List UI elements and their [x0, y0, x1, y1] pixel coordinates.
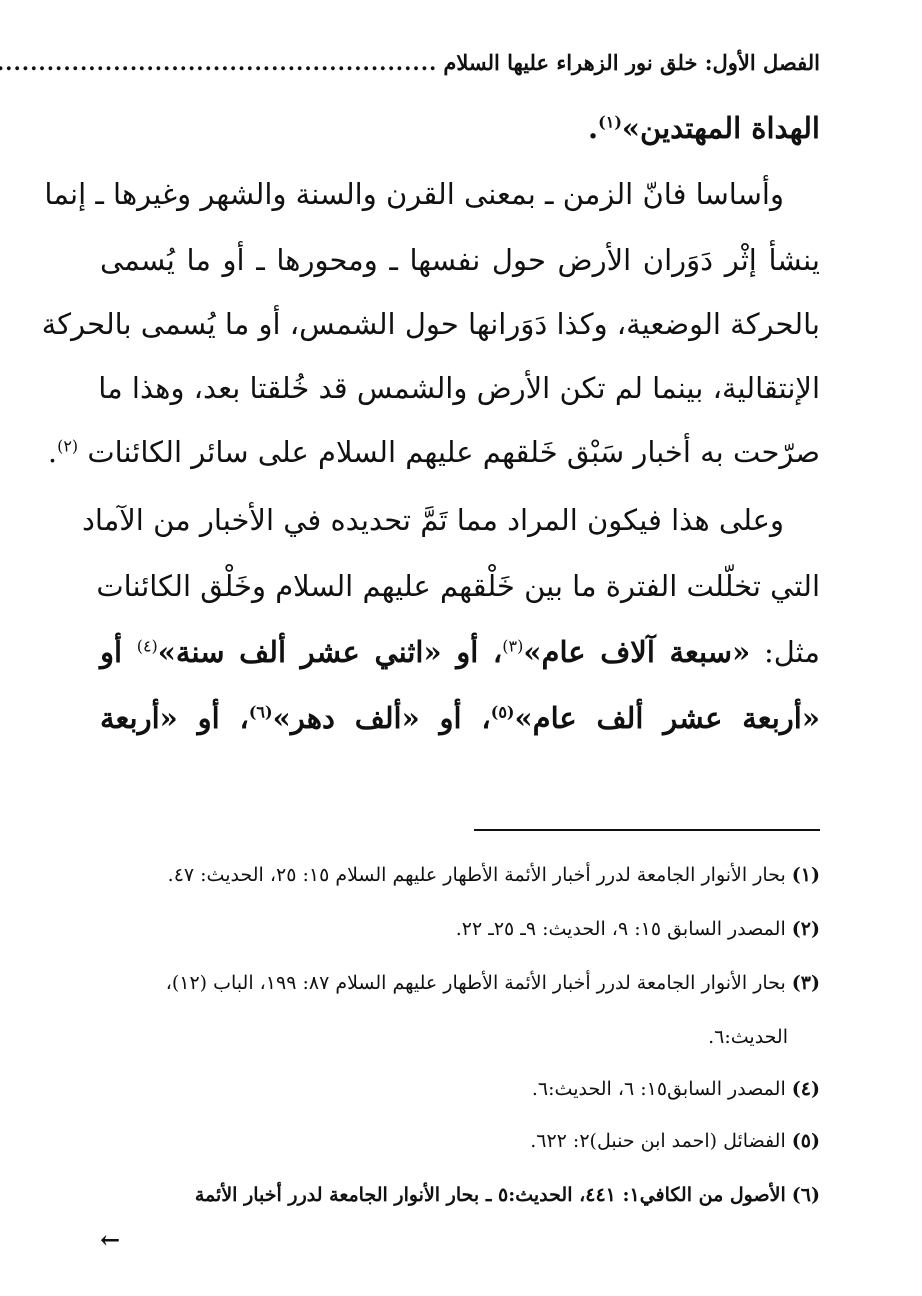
footnote-ref-1[interactable]: (١) — [598, 112, 622, 132]
footnote-1: (١) بحار الأنوار الجامعة لدرر أخبار الأئمة الأطهار عليهم السلام ١٥: ٢٥، الحديث: ٤٧. — [167, 864, 820, 886]
continue-arrow-icon: ← — [100, 1225, 121, 1254]
footnote-5: (٥) الفضائل (احمد ابن حنبل)٢: ٦٢٢. — [530, 1130, 820, 1152]
body-line-4: بالحركة الوضعية، وكذا دَوَرانها حول الشمس، أو ما يُسمى بالحركة — [41, 307, 820, 341]
body-line-1: الهداة المهتدين»$^{(١)}$. — [588, 111, 820, 145]
body-line-5: الإنتقالية، بينما لم تكن الأرض والشمس قد خُلقتا بعد، وهذا ما — [98, 371, 820, 405]
footnote-6: (٦) الأصول من الكافي١: ٤٤١، الحديث:٥ ـ بحار الأنوار الجامعة لدرر أخبار الأئمة — [194, 1184, 820, 1206]
quote-fourteen-thousand: «أربعة عشر ألف عام» — [514, 701, 820, 735]
body-line-3: ينشأ إثْر دَوَران الأرض حول نفسها ـ ومحورها ـ أو ما يُسمى — [100, 243, 820, 277]
dot-leader — [0, 50, 437, 75]
quote-thousand-ages: «ألف دهر» — [272, 701, 420, 735]
body-line-6: صرّحت به أخبار سَبْق خَلقهم عليهم السلام على سائر الكائنات $^{(٢)}$. — [47, 435, 820, 469]
footnote-ref-6[interactable]: (٦) — [248, 702, 273, 722]
body-line-7: وعلى هذا فيكون المراد مما تَمَّ تحديده في الأخبار من الآماد — [81, 503, 784, 537]
body-line-10: «أربعة عشر ألف عام»$^{(٥)}$، أو «ألف دهر»$^{(٦)}$، أو «أربعة — [100, 701, 820, 735]
quote-four: «أربعة — [100, 701, 178, 735]
footnote-separator — [474, 829, 820, 831]
body-line-9: مثل: «سبعة آلاف عام»$^{(٣)}$، أو «اثني عشر ألف سنة»$^{(٤)}$ أو — [100, 635, 820, 669]
footnote-ref-4[interactable]: (٤) — [136, 636, 158, 656]
footnote-ref-5[interactable]: (٥) — [490, 702, 515, 722]
body-line-2: وأساسا فانّ الزمن ـ بمعنى القرن والسنة والشهر وغيرها ـ إنما — [44, 177, 784, 211]
body-line-8: التي تخلّلت الفترة ما بين خَلْقهم عليهم السلام وخَلْق الكائنات — [96, 569, 820, 603]
quote-twelve-thousand: «اثني عشر ألف سنة» — [157, 635, 442, 669]
footnote-4: (٤) المصدر السابق١٥: ٦، الحديث:٦. — [531, 1078, 820, 1100]
footnote-3-continuation: الحديث:٦. — [708, 1026, 788, 1048]
chapter-title: الفصل الأول: خلق نور الزهراء عليها السلام — [443, 49, 820, 75]
footnote-3: (٣) بحار الأنوار الجامعة لدرر أخبار الأئمة الأطهار عليهم السلام ٨٧: ١٩٩، الباب (١٢)، — [165, 972, 820, 994]
footnote-ref-2[interactable]: (٢) — [57, 436, 79, 456]
running-header — [100, 44, 820, 80]
footnote-ref-3[interactable]: (٣) — [502, 636, 524, 656]
footnote-2: (٢) المصدر السابق ١٥: ٩، الحديث: ٩ـ ٢٥ـ ٢٢. — [455, 918, 820, 940]
quote-seven-thousand: «سبعة آلاف عام» — [523, 635, 751, 669]
